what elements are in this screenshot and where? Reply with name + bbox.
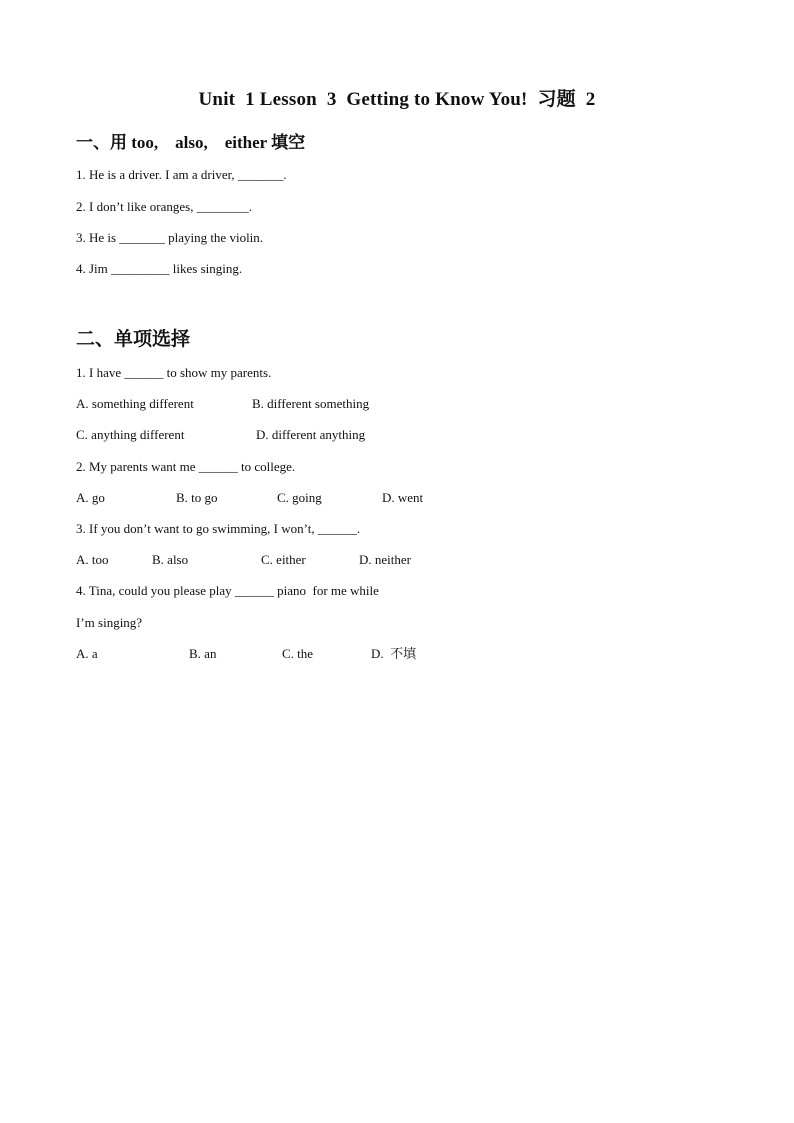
question-3-option-c: C. either bbox=[261, 552, 306, 567]
page-title: Unit 1 Lesson 3 Getting to Know You! 习题 2 bbox=[198, 89, 596, 110]
question-1-option-c: C. anything different bbox=[76, 427, 185, 442]
question-1-option-a: A. something different bbox=[76, 396, 194, 411]
question-4-option-c: C. the bbox=[282, 646, 314, 661]
question-2-option-c: C. going bbox=[277, 490, 322, 505]
question-1-option-d: D. different anything bbox=[256, 427, 366, 442]
question-2-option-a: A. go bbox=[76, 490, 105, 505]
question-4-option-a: A. a bbox=[76, 646, 98, 661]
section-2-heading: 二、单项选择 bbox=[76, 329, 191, 350]
question-1-option-b: B. different something bbox=[252, 396, 370, 411]
question-4-option-b: B. an bbox=[189, 646, 217, 661]
question-4-option-d: D. 不填 bbox=[371, 646, 417, 661]
section-1-item-3: 3. He is _______ playing the violin. bbox=[76, 230, 264, 245]
question-1-stem: 1. I have ______ to show my parents. bbox=[76, 365, 272, 380]
section-1-item-2: 2. I don’t like oranges, ________. bbox=[76, 199, 252, 214]
section-1-item-4: 4. Jim _________ likes singing. bbox=[76, 261, 243, 276]
question-4-stem-line-2: I’m singing? bbox=[76, 615, 143, 630]
question-3-stem: 3. If you don’t want to go swimming, I won’t, ______. bbox=[76, 521, 361, 536]
question-4-stem-line-1: 4. Tina, could you please play ______ piano for me while bbox=[76, 583, 379, 598]
question-2-stem: 2. My parents want me ______ to college. bbox=[76, 459, 296, 474]
question-3-option-b: B. also bbox=[152, 552, 189, 567]
question-2-option-b: B. to go bbox=[176, 490, 218, 505]
section-1-item-1: 1. He is a driver. I am a driver, _______. bbox=[76, 167, 287, 182]
section-1-heading: 一、用 too, also, either 填空 bbox=[76, 133, 306, 152]
question-3-option-a: A. too bbox=[76, 552, 109, 567]
question-3-option-d: D. neither bbox=[359, 552, 411, 567]
question-2-option-d: D. went bbox=[382, 490, 424, 505]
